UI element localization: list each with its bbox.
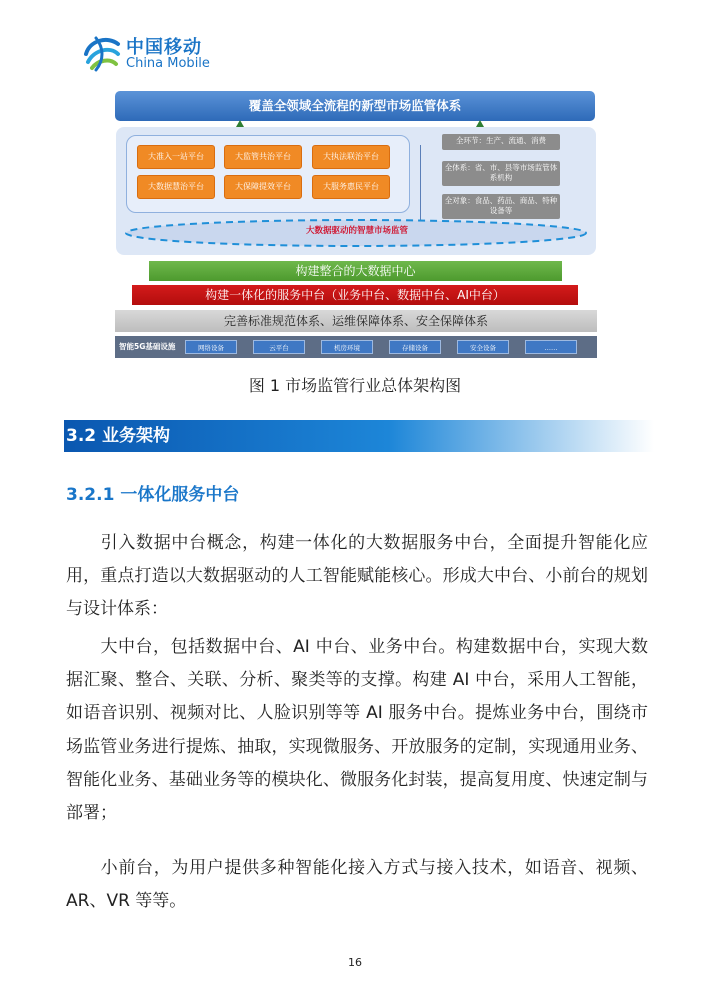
layer-data-center: 构建整合的大数据中心: [149, 261, 562, 281]
arrow-up-icon: [476, 120, 484, 127]
paragraph: [66, 631, 648, 830]
platform-box: 大服务惠民平台: [312, 175, 390, 199]
infra-item: 安全设备: [457, 340, 509, 354]
paragraph: [66, 527, 648, 627]
page-number: 16: [348, 956, 362, 969]
platform-box: 大执法联治平台: [312, 145, 390, 169]
logo-name-cn: 中国移动: [126, 37, 202, 58]
logo-name-en: China Mobile: [126, 56, 210, 71]
paragraph: [66, 852, 648, 918]
infra-item: 云平台: [253, 340, 305, 354]
architecture-diagram: [112, 89, 598, 361]
layer-standards: 完善标准规范体系、运维保障体系、安全保障体系: [115, 310, 597, 332]
infra-item: 网络设备: [185, 340, 237, 354]
side-item: 全对象：食品、药品、商品、特种设备等: [442, 194, 560, 219]
platform-box: 大数据慧治平台: [137, 175, 215, 199]
side-item: 全环节：生产、流通、消费: [442, 134, 560, 150]
layer-service-middle: 构建一体化的服务中台（业务中台、数据中台、AI中台）: [132, 285, 578, 305]
china-mobile-logo: [82, 30, 222, 74]
diagram-title: 覆盖全领域全流程的新型市场监管体系: [115, 91, 595, 121]
platform-box: 大监管共治平台: [224, 145, 302, 169]
bracket-connector: [420, 145, 433, 221]
core-label: 大数据驱动的智慧市场监管: [305, 226, 408, 236]
paragraph-text: 小前台，为用户提供多种智能化接入方式与接入技术，如语音、视频、AR、VR 等等。: [66, 858, 648, 912]
section-title: 3.2 业务架构: [66, 426, 171, 446]
platform-box: 大保障提效平台: [224, 175, 302, 199]
paragraph-text: 大中台，包括数据中台、AI 中台、业务中台。构建数据中台，实现大数据汇聚、整合、关联、分析、聚类等的支撑。构建 AI 中台，采用人工智能，如语音识别、视频对比、人脸识别等等 AI 服务中台。提炼业务中台，围绕市场监管业务进行提炼、抽取，实现微服务、开放服务的定制，实现通用业务、智能化业务、基础业务等的模块化、微服务化封装，提高复用度、快速定制与部署；: [66, 637, 648, 824]
side-item: 全体系：省、市、县等市场监管体系机构: [442, 161, 560, 186]
section-heading: [64, 420, 654, 452]
paragraph-text: 引入数据中台概念，构建一体化的大数据服务中台，全面提升智能化应用，重点打造以大数据驱动的人工智能赋能核心。形成大中台、小前台的规划与设计体系：: [66, 533, 648, 620]
infra-item: 存储设备: [389, 340, 441, 354]
infra-item: ……: [525, 340, 577, 354]
china-mobile-logo-icon: [82, 32, 122, 72]
arrow-up-icon: [236, 120, 244, 127]
infrastructure-label: 智能5G基础设施: [119, 342, 176, 351]
subsection-title: 3.2.1 一体化服务中台: [66, 485, 240, 505]
figure-caption: 图 1 市场监管行业总体架构图: [248, 376, 462, 395]
infra-item: 机房环境: [321, 340, 373, 354]
infrastructure-layer: [115, 336, 597, 358]
platform-box: 大准入一站平台: [137, 145, 215, 169]
